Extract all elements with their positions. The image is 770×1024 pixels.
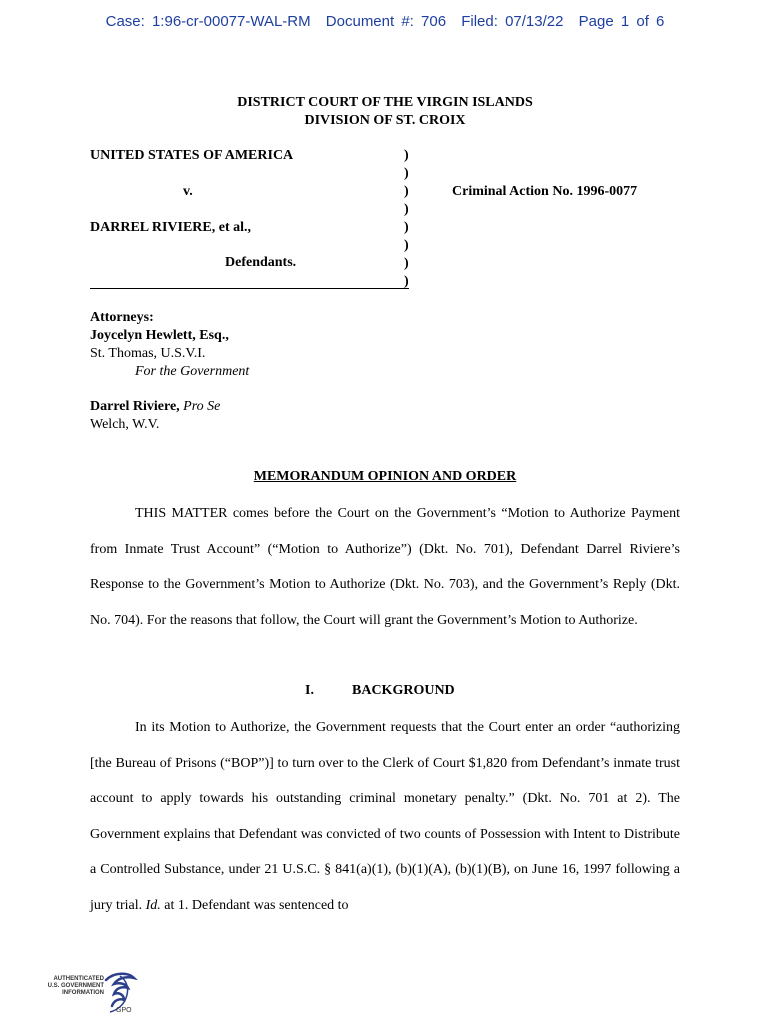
paren: ) — [404, 166, 409, 181]
paren: ) — [404, 202, 409, 217]
gpo-eagle-icon — [100, 970, 140, 1016]
government-attorney-location: St. Thomas, U.S.V.I. — [90, 346, 206, 361]
paren: ) — [404, 184, 409, 199]
defendant-location: Welch, W.V. — [90, 417, 160, 432]
filing-stamp-header — [0, 13, 770, 30]
paren: ) — [404, 256, 409, 271]
paren: ) — [404, 220, 409, 235]
id-citation: Id. — [145, 897, 161, 913]
page-count: Page 1 of 6 — [578, 13, 665, 30]
intro-text: THIS MATTER comes before the Court on the Government’s “Motion to Authorize Payment from Inmate Trust Account” (“Motion to Authorize”) (Dkt. No. 701), Defendant Darrel Riviere’s Response to the Government’s Motion to Authorize (Dkt. No. 703), and the Government’s Reply (Dkt. No. 704). For the reasons that follow, the Court will grant the Government’s Motion to Authorize. — [90, 506, 680, 628]
pro-se-label: Pro Se — [183, 399, 221, 414]
gpo-mark-text: GPO — [116, 1007, 132, 1014]
caption-defendant-role: Defendants. — [225, 255, 297, 270]
gpo-line: AUTHENTICATED — [53, 976, 104, 982]
caption-defendant: DARREL RIVIERE, et al., — [90, 220, 252, 235]
gpo-line: U.S. GOVERNMENT — [47, 983, 104, 989]
background-text-tail: at 1. Defendant was sentenced to — [164, 897, 349, 913]
document-title: MEMORANDUM OPINION AND ORDER — [253, 469, 517, 484]
caption-parentheses — [404, 147, 409, 291]
government-attorney-name: Joycelyn Hewlett, Esq., — [90, 328, 229, 343]
caption-versus: v. — [183, 184, 193, 199]
caption-plaintiff: UNITED STATES OF AMERICA — [90, 148, 294, 163]
paren: ) — [404, 148, 409, 163]
defendant-representation — [90, 398, 220, 416]
caption-rule — [90, 288, 409, 289]
intro-paragraph — [90, 496, 680, 638]
filed-date: Filed: 07/13/22 — [461, 13, 564, 30]
gpo-seal-text — [40, 976, 104, 997]
background-text-main: In its Motion to Authorize, the Government requests that the Court enter an order “authorizing [the Bureau of Prisons (“BOP”)] to turn over to the Clerk of Court $1,820 from Defendant’s inmate trust account to apply towards his outstanding criminal monetary penalty.” (Dkt. No. 701 at 2). The Government explains that Defendant was convicted of two counts of Possession with Intent to Distribute a Controlled Substance, under 21 U.S.C. § 841(a)(1), (b)(1)(A), (b)(1)(B), on June 16, 1997 following a jury trial. — [90, 720, 680, 913]
section-title: BACKGROUND — [352, 683, 455, 698]
paren: ) — [404, 238, 409, 253]
document-number: Document #: 706 — [325, 13, 447, 30]
criminal-action-number: Criminal Action No. 1996-0077 — [452, 184, 638, 199]
section-number: I. — [305, 683, 314, 698]
case-number: Case: 1:96-cr-00077-WAL-RM — [105, 13, 311, 30]
paren: ) — [404, 274, 409, 289]
defendant-name: Darrel Riviere, — [90, 399, 180, 414]
background-text — [90, 710, 680, 924]
court-name: DISTRICT COURT OF THE VIRGIN ISLANDS — [237, 95, 533, 110]
gpo-authentication-seal — [40, 968, 140, 1018]
attorneys-label: Attorneys: — [90, 310, 154, 325]
gpo-line: INFORMATION — [62, 990, 104, 996]
government-attorney-role: For the Government — [135, 364, 250, 379]
court-division: DIVISION OF ST. CROIX — [304, 113, 466, 128]
background-paragraph — [90, 710, 680, 924]
